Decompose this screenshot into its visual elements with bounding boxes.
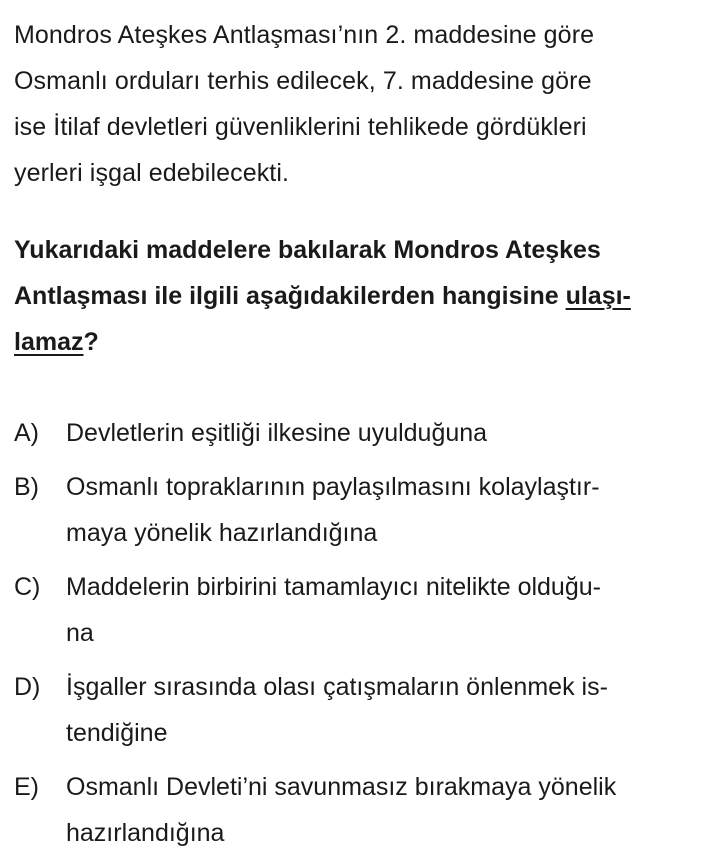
option-line: İşgaller sırasında olası çatışmaların önlenmek is- (66, 673, 608, 701)
option-text (66, 564, 699, 656)
option-e[interactable] (14, 764, 699, 856)
question-line (14, 273, 694, 319)
option-text (66, 464, 699, 556)
option-letter: D) (14, 673, 41, 701)
option-line: hazırlandığına (66, 819, 225, 847)
option-line: Maddelerin birbirini tamamlayıcı nitelikte olduğu- (66, 573, 601, 601)
underlined-keyword: ulaşı- (565, 282, 631, 310)
question-mark: ? (83, 328, 99, 356)
option-a[interactable] (14, 410, 699, 456)
option-text (66, 764, 699, 856)
question-line (14, 319, 694, 365)
passage-line: Mondros Ateşkes Antlaşması’nın 2. maddesine göre (14, 21, 595, 49)
option-line: Devletlerin eşitliği ilkesine uyulduğuna (66, 419, 488, 447)
option-line: Osmanlı Devleti’ni savunmasız bırakmaya yönelik (66, 773, 617, 801)
option-b[interactable] (14, 464, 699, 556)
option-line: tendiğine (66, 719, 168, 747)
passage-line: yerleri işgal edebilecekti. (14, 159, 290, 187)
question-stem (14, 227, 694, 365)
option-text (66, 410, 699, 456)
option-line: maya yönelik hazırlandığına (66, 519, 378, 547)
question-text: Antlaşması ile ilgili aşağıdakilerden hangisine (14, 282, 566, 310)
option-line: na (66, 619, 94, 647)
question-line: Yukarıdaki maddelere bakılarak Mondros Ateşkes (14, 236, 601, 264)
passage-line: Osmanlı orduları terhis edilecek, 7. maddesine göre (14, 67, 592, 95)
option-letter: C) (14, 573, 41, 601)
option-letter: A) (14, 419, 39, 447)
answer-options (14, 410, 699, 864)
option-letter: E) (14, 773, 39, 801)
passage (14, 12, 694, 196)
option-c[interactable] (14, 564, 699, 656)
option-line: Osmanlı topraklarının paylaşılmasını kolaylaştır- (66, 473, 600, 501)
underlined-keyword: lamaz (14, 328, 84, 356)
option-d[interactable] (14, 664, 699, 756)
option-text (66, 664, 699, 756)
option-letter: B) (14, 473, 39, 501)
passage-line: ise İtilaf devletleri güvenliklerini tehlikede gördükleri (14, 113, 587, 141)
